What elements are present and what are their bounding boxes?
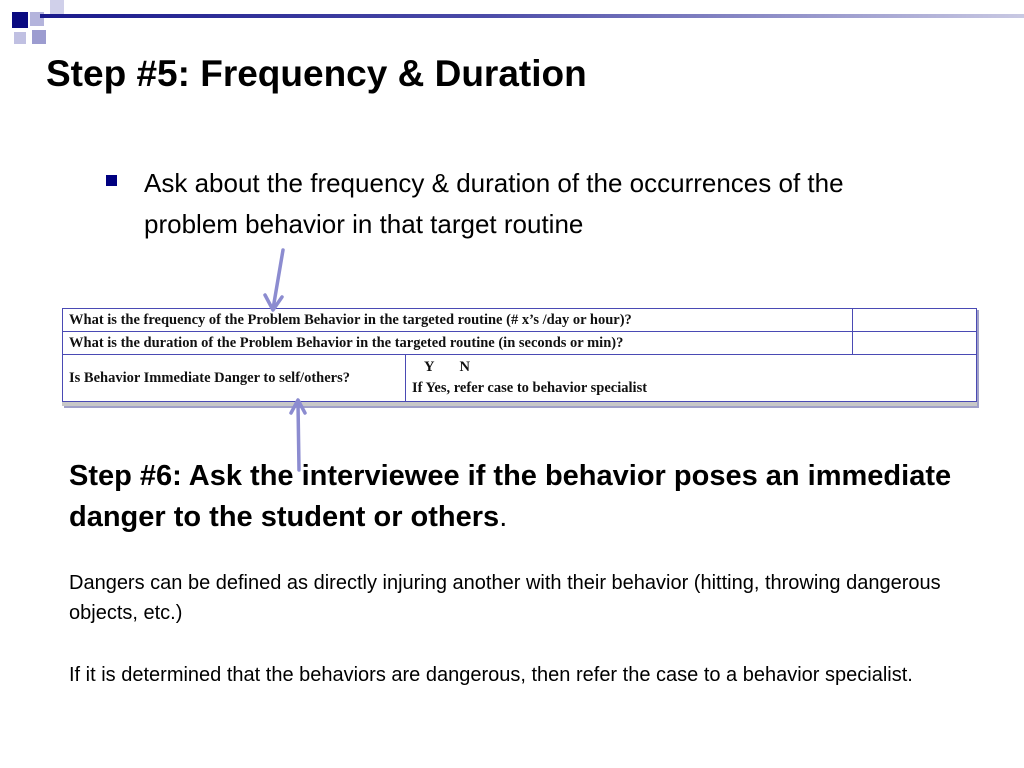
decor-square-light (50, 0, 64, 14)
step6-heading (69, 456, 969, 538)
table-row (63, 355, 977, 402)
square-bullet-icon (106, 175, 117, 186)
table-row (63, 332, 977, 355)
step6-period: . (499, 501, 508, 533)
referral-instruction: If Yes, refer case to behavior specialist (412, 380, 648, 396)
danger-answer-cell (406, 355, 977, 402)
danger-definition: Dangers can be defined as directly injuring another with their behavior (hitting, throwing dangerous objects, etc.) (69, 572, 941, 624)
yes-no-options (412, 357, 970, 378)
slide-title: Step #5: Frequency & Duration (46, 53, 587, 94)
frequency-question: What is the frequency of the Problem Behavior in the targeted routine (# x’s /day or hour)? (63, 309, 853, 332)
behavior-form-table (62, 308, 977, 402)
no-option: N (459, 359, 471, 375)
frequency-answer-cell (853, 309, 977, 332)
step6-heading-text: Step #6: Ask the interviewee if the behavior poses an immediate danger to the student or others (69, 460, 952, 533)
decor-square-navy (12, 12, 28, 28)
danger-question (63, 355, 406, 402)
decor-square-light (32, 30, 46, 44)
bullet-text: Ask about the frequency & duration of the occurrences of the problem behavior in that target routine (144, 168, 844, 239)
duration-answer-cell (853, 332, 977, 355)
yes-option: Y (424, 359, 436, 375)
table-row (63, 309, 977, 332)
duration-question: What is the duration of the Problem Behavior in the targeted routine (in seconds or min)? (63, 332, 853, 355)
referral-note: If it is determined that the behaviors are dangerous, then refer the case to a behavior specialist. (69, 664, 913, 686)
danger-question-text: Is Behavior Immediate Danger to self/others? (69, 369, 350, 386)
arrow-down-icon (265, 250, 283, 310)
decor-square-light (14, 32, 26, 44)
form-snippet (62, 308, 977, 406)
decor-top-band (40, 14, 1024, 18)
